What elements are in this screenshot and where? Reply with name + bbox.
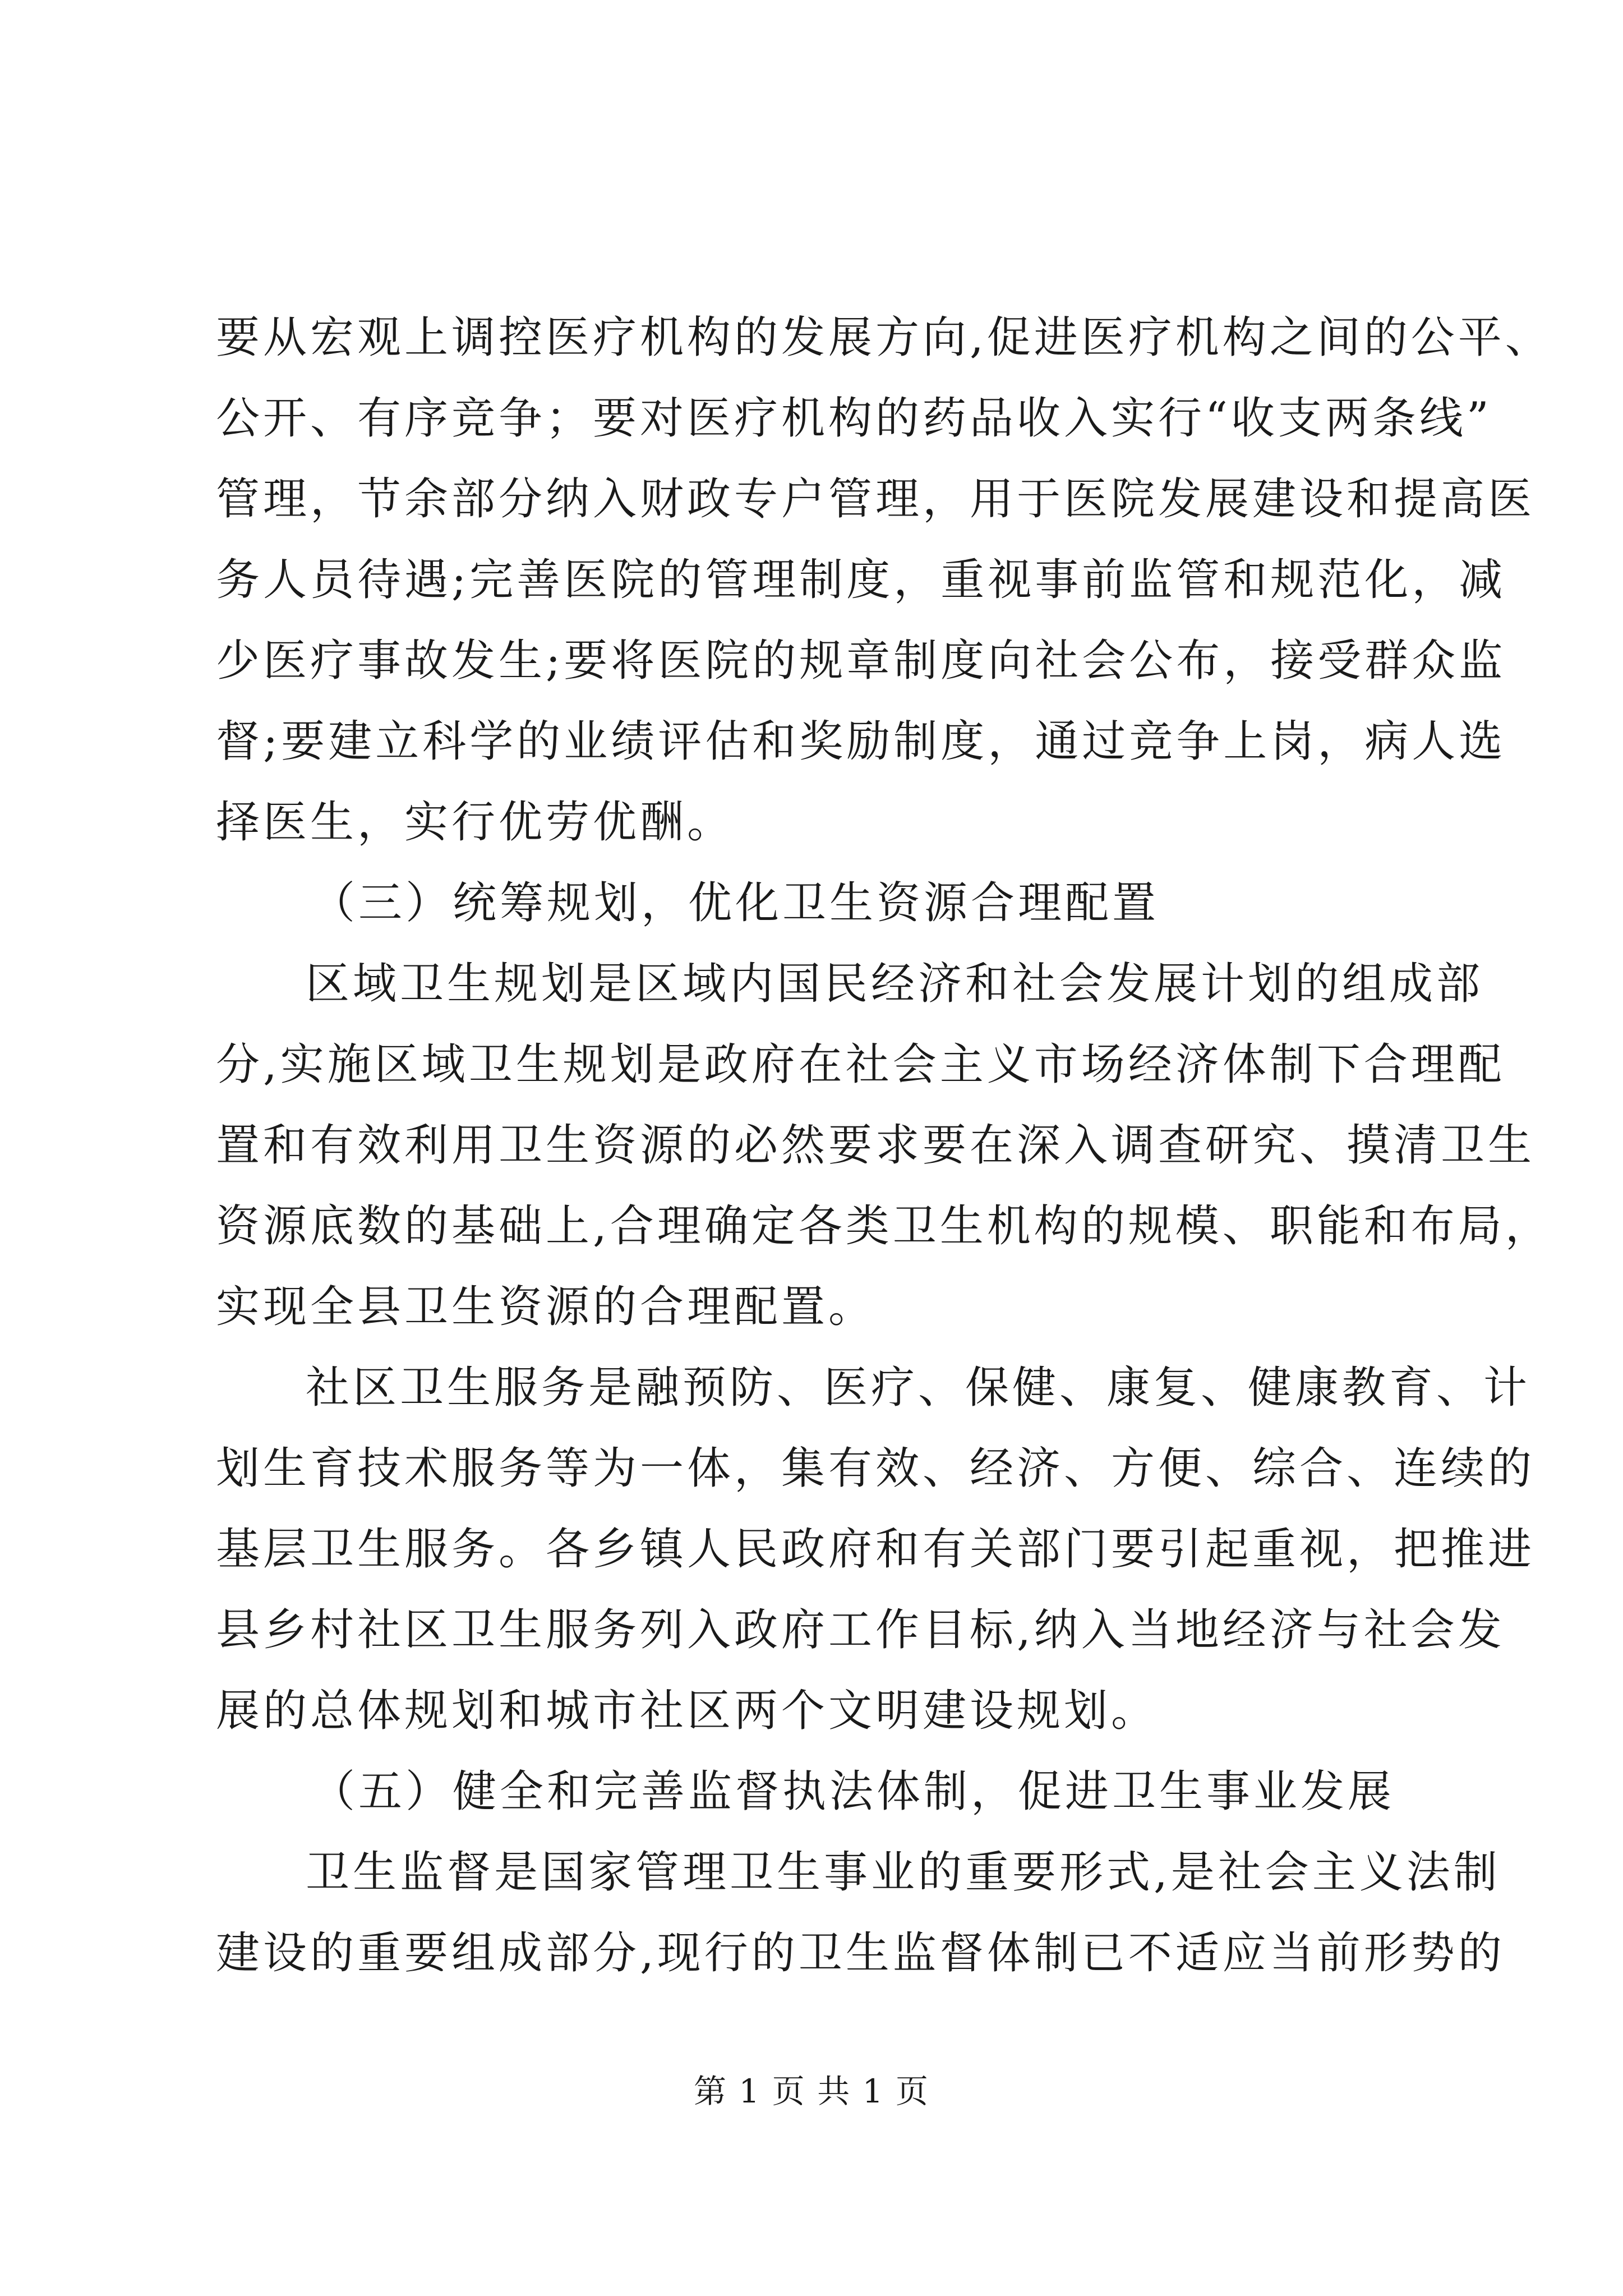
body-line: 督;要建立科学的业绩评估和奖励制度，通过竞争上岗，病人选 — [216, 716, 1506, 767]
body-line: 资源底数的基础上,合理确定各类卫生机构的规模、职能和布局， — [216, 1201, 1552, 1251]
body-line: 要从宏观上调控医疗机构的发展方向,促进医疗机构之间的公平、 — [216, 312, 1552, 363]
body-line: 管理，节余部分纳入财政专户管理，用于医院发展建设和提高医 — [216, 474, 1536, 524]
body-line: 基层卫生服务。各乡镇人民政府和有关部门要引起重视，把推进 — [216, 1524, 1536, 1575]
body-line: 县乡村社区卫生服务列入政府工作目标,纳入当地经济与社会发 — [216, 1605, 1505, 1655]
body-line: 卫生监督是国家管理卫生事业的重要形式,是社会主义法制 — [306, 1847, 1501, 1898]
body-line: 务人员待遇;完善医院的管理制度，重视事前监管和规范化，减 — [216, 555, 1506, 605]
body-line: 置和有效利用卫生资源的必然要求要在深入调查研究、摸清卫生 — [216, 1120, 1536, 1171]
body-line: 社区卫生服务是融预防、医疗、保健、康复、健康教育、计 — [306, 1363, 1531, 1413]
section-heading: （三）统筹规划，优化卫生资源合理配置 — [311, 878, 1160, 928]
section-heading: （五）健全和完善监督执法体制，促进卫生事业发展 — [311, 1766, 1395, 1817]
body-line: 公开、有序竞争；要对医疗机构的药品收入实行“收支两条线” — [216, 393, 1492, 444]
body-line: 划生育技术服务等为一体，集有效、经济、方便、综合、连续的 — [216, 1443, 1536, 1494]
body-line: 建设的重要组成部分,现行的卫生监督体制已不适应当前形势的 — [216, 1928, 1505, 1978]
body-line: 择医生，实行优劳优酬。 — [216, 797, 735, 848]
body-line: 展的总体规划和城市社区两个文明建设规划。 — [216, 1686, 1159, 1736]
page-number-footer: 第 1 页 共 1 页 — [694, 2072, 929, 2110]
body-line: 实现全县卫生资源的合理配置。 — [216, 1282, 876, 1332]
body-line: 分,实施区域卫生规划是政府在社会主义市场经济体制下合理配 — [216, 1039, 1505, 1090]
body-line: 少医疗事故发生;要将医院的规章制度向社会公布，接受群众监 — [216, 636, 1506, 686]
body-line: 区域卫生规划是区域内国民经济和社会发展计划的组成部 — [306, 959, 1484, 1009]
